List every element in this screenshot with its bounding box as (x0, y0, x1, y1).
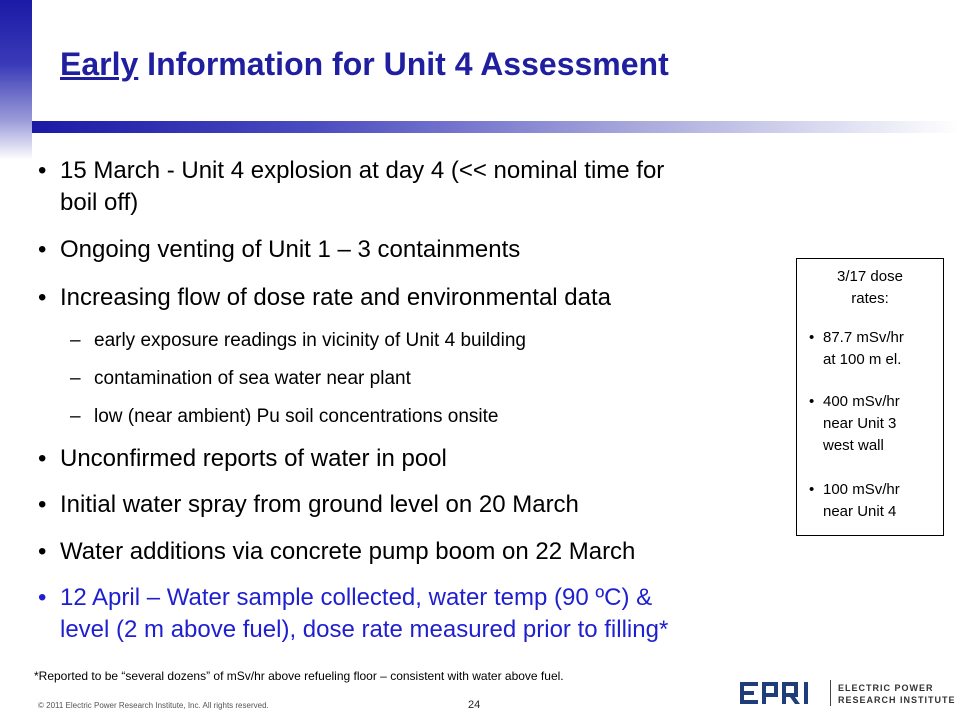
logo-separator (830, 680, 831, 706)
sub-bullet-item (70, 330, 526, 352)
bullet-icon: • (809, 329, 815, 346)
dose-item (809, 391, 900, 457)
dose-line: west wall (823, 437, 884, 454)
dash-icon: – (70, 330, 81, 351)
bullet-icon: • (38, 236, 47, 263)
bullet-item (38, 490, 579, 520)
bullet-text: Water additions via concrete pump boom on 22 March (60, 538, 636, 565)
logo-text (838, 682, 956, 706)
dose-line: 87.7 mSv/hr (823, 329, 904, 346)
slide-title (60, 46, 669, 83)
dose-rates-box (796, 258, 944, 536)
dose-line: near Unit 3 (823, 415, 897, 432)
heading-line: 3/17 dose (837, 268, 903, 285)
bullet-text: boil off) (60, 189, 139, 216)
bullet-text: Unconfirmed reports of water in pool (60, 445, 447, 472)
bullet-text: Increasing flow of dose rate and environmental data (60, 284, 612, 311)
highlight-continuation (60, 615, 668, 645)
dash-icon: – (70, 368, 81, 389)
sub-bullet-text: low (near ambient) Pu soil concentrations onsite (94, 406, 499, 427)
epri-logo (740, 678, 960, 710)
bullet-text: Ongoing venting of Unit 1 – 3 containments (60, 236, 521, 263)
bullet-text: level (2 m above fuel), dose rate measured prior to filling* (60, 616, 669, 643)
sub-bullet-text: early exposure readings in vicinity of Unit 4 building (94, 330, 526, 351)
logo-line: ELECTRIC POWER (838, 683, 934, 693)
left-accent-bar (0, 0, 32, 160)
epri-logo-mark-icon (740, 678, 826, 708)
title-divider (32, 121, 960, 133)
bullet-text: 15 March - Unit 4 explosion at day 4 (<< nominal time for (60, 157, 665, 184)
bullet-icon: • (38, 157, 47, 184)
sub-bullet-item (70, 368, 411, 390)
heading-line: rates: (851, 290, 889, 307)
dose-rates-heading (797, 266, 943, 310)
page-number: 24 (468, 699, 481, 711)
bullet-icon: • (809, 393, 815, 410)
sub-bullet-text: contamination of sea water near plant (94, 368, 411, 389)
copyright: © 2011 Electric Power Research Institute, Inc. All rights reserved. (38, 701, 269, 710)
footnote: *Reported to be “several dozens” of mSv/hr above refueling floor – consistent with water above fuel. (34, 669, 564, 683)
bullet-icon: • (809, 481, 815, 498)
bullet-item (38, 235, 521, 265)
highlight-bullet (38, 583, 653, 613)
bullet-icon: • (38, 538, 47, 565)
dose-line: 100 mSv/hr (823, 481, 900, 498)
dose-item (809, 479, 900, 523)
sub-bullet-item (70, 406, 499, 428)
bullet-icon: • (38, 445, 47, 472)
dose-line: at 100 m el. (823, 351, 902, 368)
bullet-continuation (60, 188, 138, 218)
bullet-icon: • (38, 284, 47, 311)
bullet-item (38, 444, 447, 474)
title-underlined-word: Early (60, 46, 139, 82)
bullet-icon: • (38, 584, 47, 611)
bullet-item (38, 156, 665, 186)
bullet-item (38, 537, 636, 567)
dose-line: near Unit 4 (823, 503, 897, 520)
dose-line: 400 mSv/hr (823, 393, 900, 410)
logo-line: RESEARCH INSTITUTE (838, 695, 956, 705)
dash-icon: – (70, 406, 81, 427)
bullet-item (38, 283, 612, 313)
bullet-text: 12 April – Water sample collected, water temp (90 ºC) & (60, 584, 653, 611)
dose-item (809, 327, 904, 371)
bullet-text: Initial water spray from ground level on 20 March (60, 491, 579, 518)
title-rest: Information for Unit 4 Assessment (138, 46, 669, 82)
bullet-icon: • (38, 491, 47, 518)
